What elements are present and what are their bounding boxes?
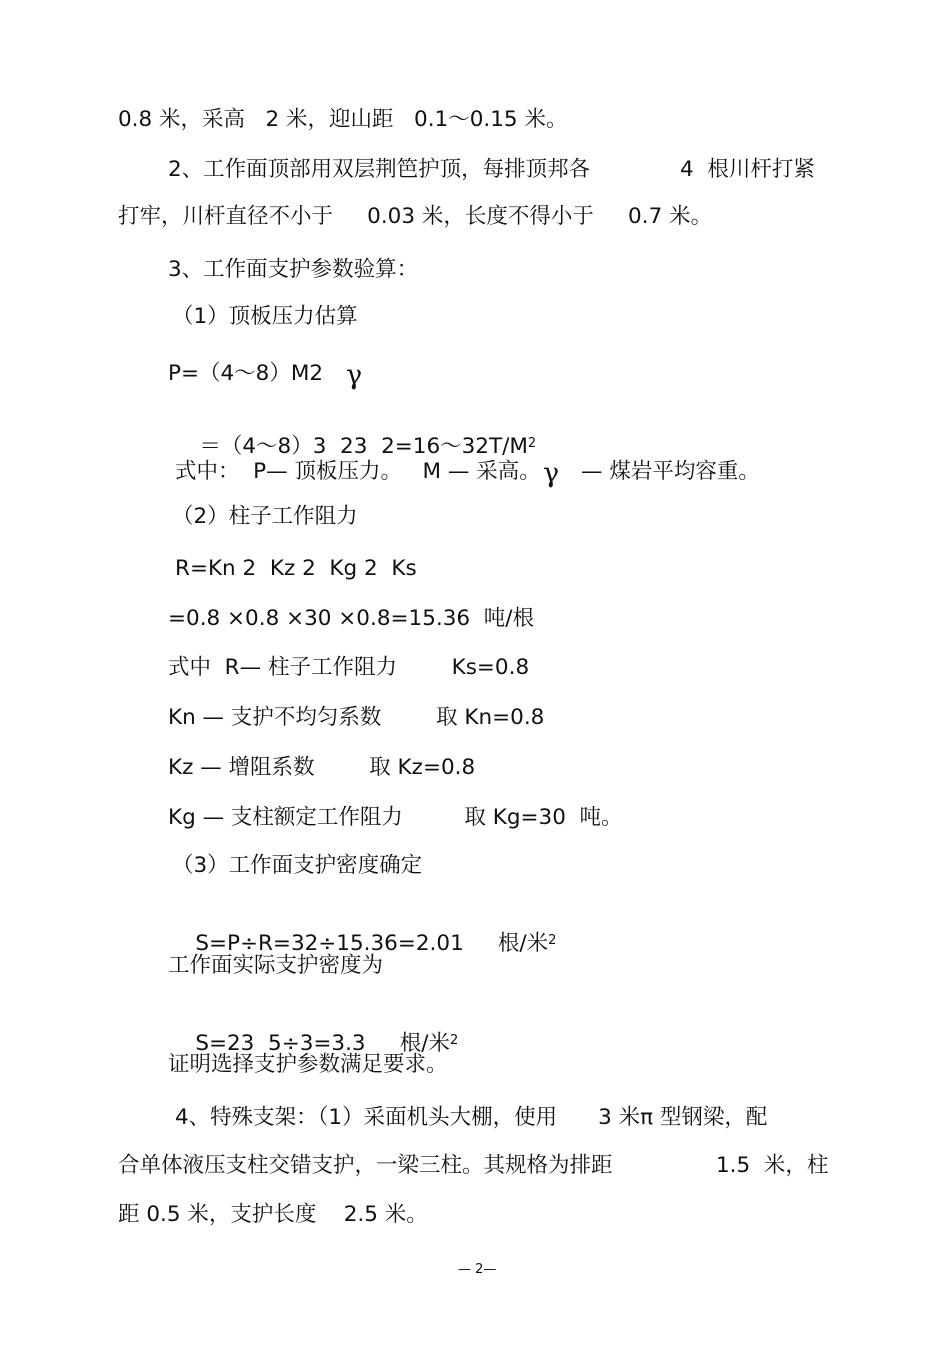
text-line: 打牢，川杆直径不小于 0.03 米，长度不得小于 0.7 米。 bbox=[118, 204, 713, 229]
text-line: 式中 R— 柱子工作阻力 Ks=0.8 bbox=[168, 655, 530, 680]
section-heading: （3）工作面支护密度确定 bbox=[172, 853, 423, 878]
text-line: 合单体液压支柱交错支护，一梁三柱。其规格为排距 bbox=[118, 1153, 613, 1178]
text-line: 0.8 米，采高 2 米，迎山距 0.1～0.15 米。 bbox=[118, 107, 568, 132]
formula-text: ＝（4～8）3 23 2=16～32T/M bbox=[199, 434, 528, 459]
text-line: Kg — 支柱额定工作阻力 取 Kg=30 吨。 bbox=[168, 805, 623, 830]
text-line: — 煤岩平均容重。 bbox=[581, 459, 760, 484]
text-line: 工作面实际支护密度为 bbox=[168, 953, 384, 978]
text-line: 证明选择支护参数满足要求。 bbox=[168, 1052, 448, 1077]
page-number: — 2— bbox=[458, 1262, 497, 1277]
text-line: Kz — 增阻系数 取 Kz=0.8 bbox=[168, 755, 476, 780]
formula-text: S=23 5÷3=3.3 根/米 bbox=[195, 1031, 451, 1056]
formula-line: R=Kn 2 Kz 2 Kg 2 Ks bbox=[175, 556, 417, 581]
text-line: 式中： P— 顶板压力。 M — 采高。 bbox=[175, 459, 541, 484]
formula-line: =0.8 ×0.8 ×30 ×0.8=15.36 吨/根 bbox=[168, 606, 534, 631]
section-heading: （2）柱子工作阻力 bbox=[172, 504, 358, 529]
superscript: 2 bbox=[450, 1033, 459, 1048]
text-line: 3、工作面支护参数验算： bbox=[168, 257, 419, 282]
formula-text: S=P÷R=32÷15.36=2.01 根/米 bbox=[195, 931, 549, 956]
text-line: 2、工作面顶部用双层荆笆护顶，每排顶邦各 bbox=[168, 157, 591, 182]
section-heading: （1）顶板压力估算 bbox=[172, 304, 358, 329]
superscript: 2 bbox=[548, 933, 557, 948]
text-line: Kn — 支护不均匀系数 取 Kn=0.8 bbox=[168, 705, 545, 730]
gamma-symbol: γ bbox=[346, 360, 363, 391]
text-line: 1.5 米，柱 bbox=[716, 1153, 829, 1178]
text-line: 4 根川杆打紧 bbox=[680, 157, 815, 182]
text-line: 4、特殊支架：（1）采面机头大棚，使用 3 米π 型钢梁，配 bbox=[175, 1105, 768, 1130]
formula-line: P=（4～8）M2 bbox=[168, 361, 324, 386]
superscript: 2 bbox=[527, 436, 537, 451]
text-line: 距 0.5 米，支护长度 2.5 米。 bbox=[118, 1202, 428, 1227]
gamma-symbol: γ bbox=[543, 458, 560, 489]
